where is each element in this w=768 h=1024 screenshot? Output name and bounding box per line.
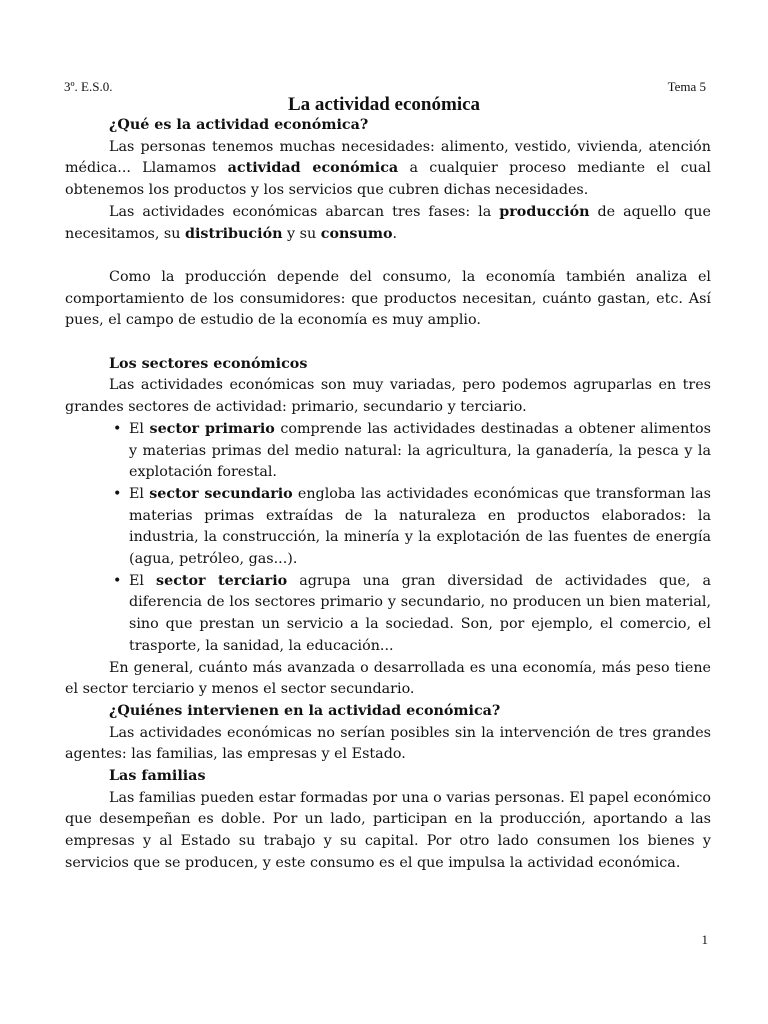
text-run: El [129,420,150,437]
text-run: Las actividades económicas abarcan tres fases: la [109,203,500,220]
paragraph-consumption: Como la producción depende del consumo, la economía también analiza el comportamiento de los consumidores: que productos necesitan, cuánto gastan, etc. Así pues, el campo de estudio de la economía es muy amplio. [65,268,711,329]
text-run: agrupa una gran diversidad de actividades que, a diferencia de los sectores primario y secundario, no producen un bien material, sino que prestan un servicio a la sociedad. Son, por ejemplo, el comercio, el trasporte, la sanidad, la educación... [129,572,711,654]
bullet-icon: • [113,420,122,437]
bold-term: consumo [320,225,393,242]
section-heading-agents: ¿Quiénes intervienen en la actividad económica? [109,702,501,719]
bold-term: actividad económica [227,160,399,177]
bold-term: sector terciario [156,572,288,589]
page-title: La actividad económica [287,94,481,115]
list-item [113,571,711,658]
section-heading-what-is: ¿Qué es la actividad económica? [109,117,369,133]
bullet-icon: • [113,572,122,589]
text-run: El [129,485,150,502]
spacer [65,332,711,354]
text-run: comprende las actividades destinadas a obtener alimentos y materias primas del medio natural: la agricultura, la ganadería, la pesca y la explotación forestal. [129,420,711,481]
text-run: El [129,572,157,589]
section-heading-families: Las familias [109,768,206,785]
bold-term: sector primario [149,420,275,437]
paragraph-phases [65,202,711,245]
text-run: Las personas tenemos muchas necesidades: alimento, vestido, vivienda, atención médica... Llamamos [65,138,711,177]
text-run: y su [282,225,321,242]
bold-term: sector secundario [149,485,293,502]
paragraph-families: Las familias pueden estar formadas por una o varias personas. El papel económico que desempeñan es doble. Por un lado, participan en la producción, aportando a las empresas y al Estado su trabajo y su capital. Por otro lado consumen los bienes y servicios que se producen, y este consumo es el que impulsa la actividad económica. [65,789,711,871]
spacer [65,245,711,267]
sectors-list [65,419,711,658]
paragraph-agents: Las actividades económicas no serían posibles sin la intervención de tres grandes agentes: las familias, las empresas y el Estado. [65,724,711,763]
document-body [65,115,711,875]
paragraph-definition [65,137,711,202]
section-heading-sectors: Los sectores económicos [109,355,308,372]
bold-term: distribución [185,225,283,242]
bullet-icon: • [113,485,122,502]
text-run: engloba las actividades económicas que transforman las materias primas extraídas de la naturaleza en productos elaborados: la industria, la construcción, la minería y la explotación de las fuentes de energía (agua, petróleo, gas...). [129,485,711,568]
list-item [113,419,711,484]
text-run: de aquello que necesitamos, su [65,203,711,242]
unit-label: Tema 5 [667,79,706,94]
course-label: 3º. E.S.0. [64,79,113,94]
bold-term: producción [499,203,590,220]
page-number: 1 [701,932,708,947]
list-item [113,484,711,571]
text-run: a cualquier proceso mediante el cual obtenemos los productos y los servicios que cubren dichas necesidades. [65,160,711,199]
text-run: . [392,225,398,242]
paragraph-sectors-closing: En general, cuánto más avanzada o desarrollada es una economía, más peso tiene el sector terciario y menos el sector secundario. [65,659,711,698]
paragraph-sectors-intro: Las actividades económicas son muy variadas, pero podemos agruparlas en tres grandes sectores de actividad: primario, secundario y terciario. [65,377,711,416]
